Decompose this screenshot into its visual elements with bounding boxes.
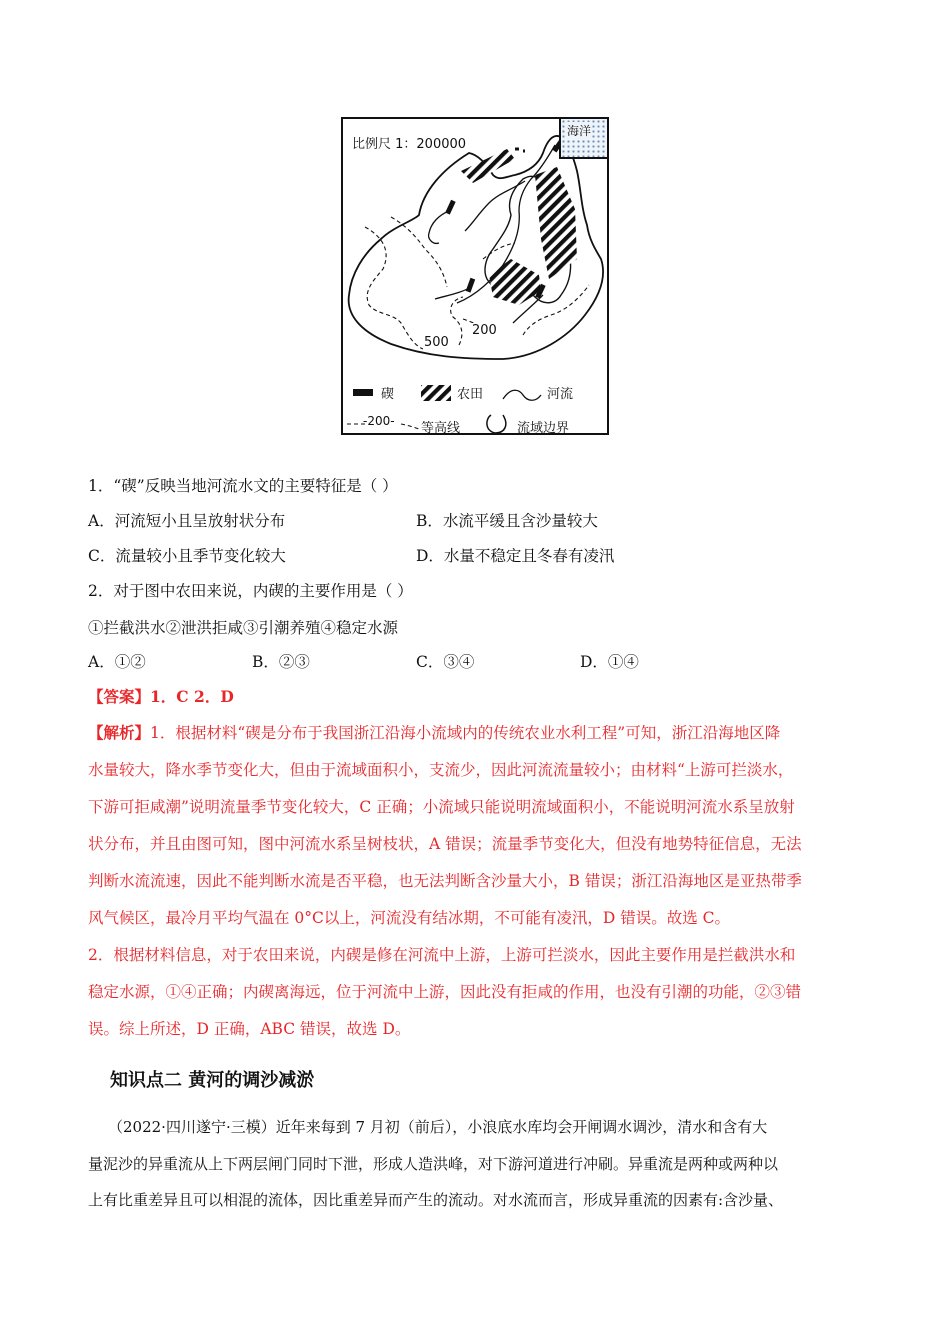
dam-3 xyxy=(466,278,475,293)
legend-farmland-mark xyxy=(421,385,451,401)
q1-option-a: A．河流短小且呈放射状分布 xyxy=(88,512,286,530)
farmland-dots xyxy=(515,149,525,151)
passage-line-1: （2022·四川遂宁·三模）近年来每到 7 月初（前后），小浪底水库均会开闸调水调沙，清水和含有大 xyxy=(108,1118,768,1136)
section-title: 知识点二 黄河的调沙减淤 xyxy=(110,1070,315,1091)
legend-contour-label: 等高线 xyxy=(421,421,461,436)
analysis-line-8: 稳定水源，①④正确；内碶离海远，位于河流中上游，因此没有拒咸的作用，也没有引潮的功能，②③错 xyxy=(88,983,802,1001)
q2-option-b: B．②③ xyxy=(252,653,310,671)
contour-500-b xyxy=(451,297,463,345)
watershed-map xyxy=(341,117,609,435)
legend-boundary-label: 流域边界 xyxy=(517,421,570,436)
passage-line-3: 上有比重差异且可以相混的流体，因比重差异而产生的流动。对水流而言，形成异重流的因素有:含沙量、 xyxy=(88,1191,784,1209)
analysis-line-5: 判断水流流速，因此不能判断水流是否平稳，也无法判断含沙量大小，B 错误；浙江沿海地区是亚热带季 xyxy=(88,872,802,890)
analysis-line-2: 水量较大，降水季节变化大，但由于流域面积小，支流少，因此河流流量较小；由材料“上游可拦淡水， xyxy=(88,761,794,779)
legend-dam-label: 碶 xyxy=(381,387,395,402)
analysis-line-7: 2．根据材料信息，对于农田来说，内碶是修在河流中上游，上游可拦淡水，因此主要作用是拦截洪水和 xyxy=(88,946,796,964)
ocean-area xyxy=(559,117,609,159)
analysis-text-1: 1．根据材料“碶是分布于我国浙江沿海小流域内的传统农业水利工程”可知，浙江沿海地区降 xyxy=(150,724,781,742)
question-2-items: ①拦截洪水②泄洪拒咸③引潮养殖④稳定水源 xyxy=(88,619,399,637)
river-branch-4 xyxy=(435,287,471,299)
analysis-line-4: 状分布，并且由图可知，图中河流水系呈树枝状，A 错误；流量季节变化大，但没有地势特征信息，无法 xyxy=(88,835,802,853)
question-1-stem: 1．“碶”反映当地河流水文的主要特征是（ ） xyxy=(88,477,398,495)
farmland-2 xyxy=(535,167,577,279)
map-scale: 比例尺 1：200000 xyxy=(352,137,467,152)
legend-farmland-label: 农田 xyxy=(457,387,484,402)
ocean-label: 海洋 xyxy=(567,124,592,138)
analysis-line-9: 误。综上所述，D 正确，ABC 错误，故选 D。 xyxy=(88,1020,411,1038)
question-2-stem: 2．对于图中农田来说，内碶的主要作用是（ ） xyxy=(88,582,413,600)
answer-line xyxy=(88,687,234,707)
contour-200 xyxy=(391,217,447,287)
q2-option-a: A．①② xyxy=(88,653,146,671)
legend-river-mark xyxy=(503,390,541,400)
legend-dam-mark xyxy=(353,389,373,396)
q2-option-d: D．①④ xyxy=(580,653,639,671)
answer-tag: 【答案】 xyxy=(88,687,151,706)
analysis-line-3: 下游可拒咸潮”说明流量季节变化较大，C 正确；小流域只能说明流域面积小，不能说明河流水系呈放射 xyxy=(88,798,795,816)
q2-option-c: C．③④ xyxy=(416,653,475,671)
analysis-line-1 xyxy=(88,723,780,743)
q1-option-b: B．水流平缓且含沙量较大 xyxy=(416,512,598,530)
contour-label-200: 200 xyxy=(472,323,497,338)
passage-line-2: 量泥沙的异重流从上下两层闸门同时下泄，形成人造洪峰，对下游河道进行冲刷。异重流是两种或两种以 xyxy=(88,1155,779,1173)
analysis-tag: 【解析】 xyxy=(88,723,151,742)
analysis-line-6: 风气候区，最冷月平均气温在 0°C以上，河流没有结冰期，不可能有凌汛，D 错误。故选 C。 xyxy=(88,909,731,927)
farmland-3 xyxy=(489,259,541,305)
answer-text: 1．C 2．D xyxy=(150,687,234,706)
q1-option-d: D．水量不稳定且冬春有凌汛 xyxy=(416,547,615,565)
legend-contour-value: -200- xyxy=(363,414,395,428)
dam-2 xyxy=(445,200,455,215)
q1-option-c: C．流量较小且季节变化较大 xyxy=(88,547,286,565)
legend-boundary-mark xyxy=(487,415,506,433)
legend-river-label: 河流 xyxy=(547,387,574,402)
contour-label-500: 500 xyxy=(424,335,449,350)
river-branch-2 xyxy=(429,211,449,243)
